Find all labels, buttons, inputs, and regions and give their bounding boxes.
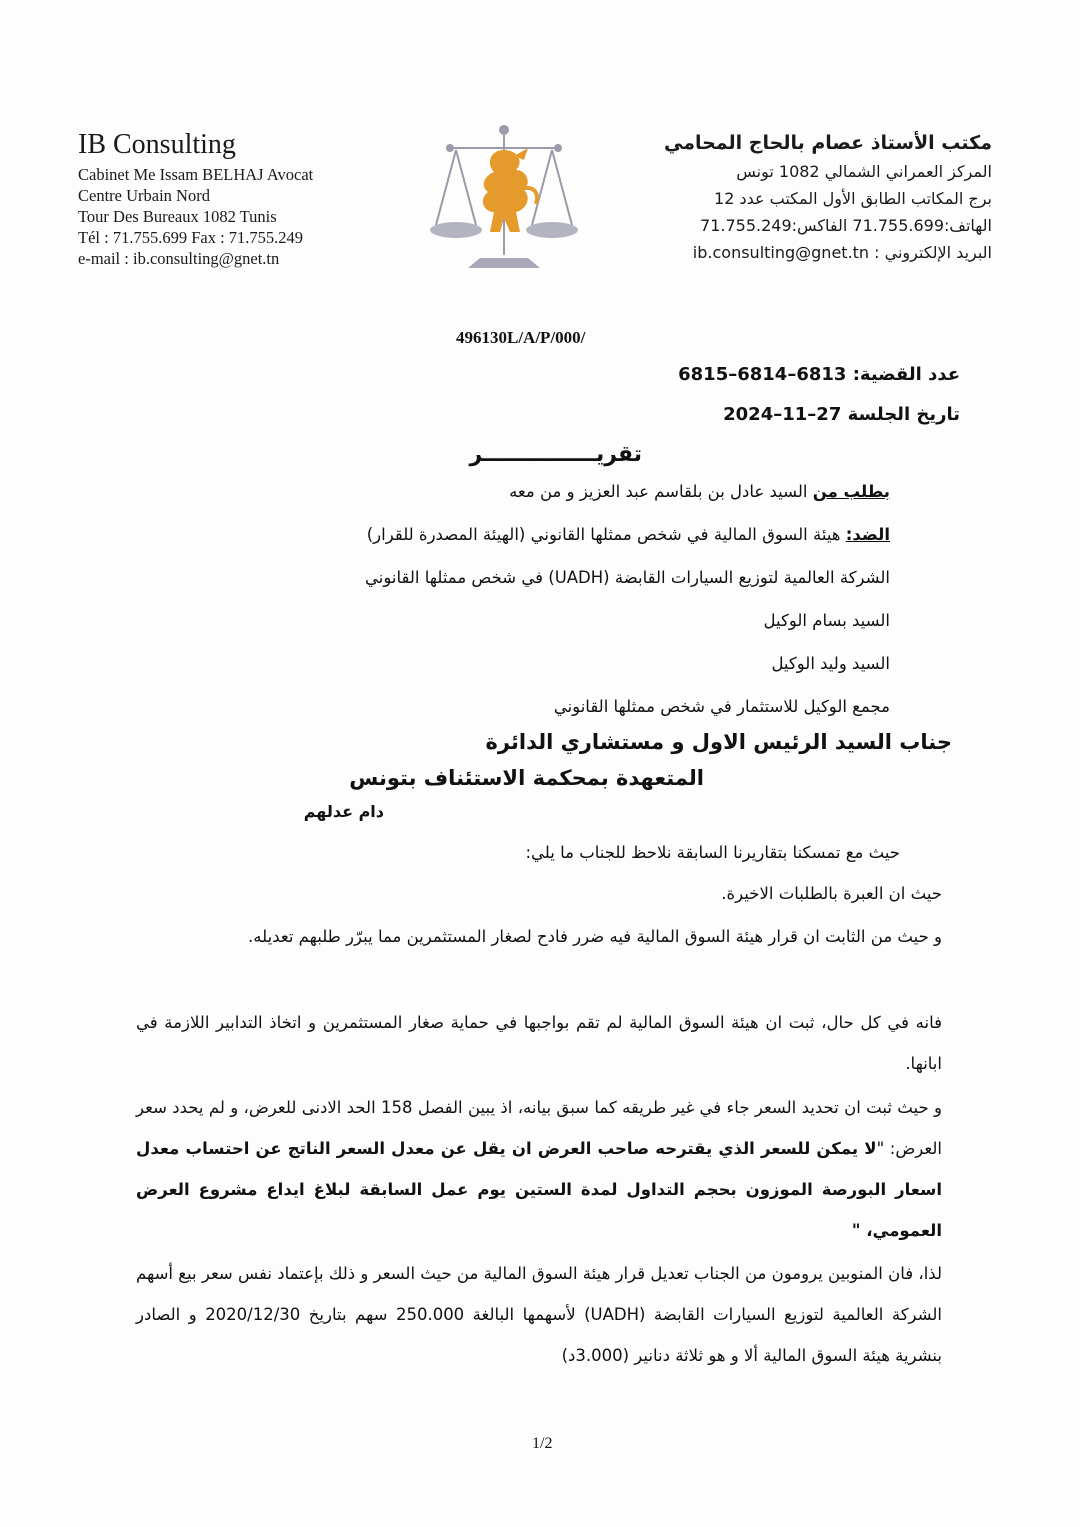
address-line-ar-2: برج المكاتب الطابق الأول المكتب عدد 12 [714, 189, 992, 208]
respondent-2: الشركة العالمية لتوزيع السيارات القابضة (UADH) في شخص ممثلها القانوني [365, 568, 890, 587]
reference-number: 496130L/A/P/000/ [456, 328, 586, 347]
paragraph-4: فانه في كل حال، ثبت ان هيئة السوق المالية لم تقم بواجبها في حماية صغار المستثمرين و اتخاذ التدابير اللازمة في ابانها. [136, 1013, 942, 1073]
letterhead-right [652, 128, 992, 266]
addressee-line-1: جناب السيد الرئيس الاول و مستشاري الدائرة [485, 730, 952, 754]
address-line-2: Tour Des Bureaux 1082 Tunis [78, 207, 277, 226]
case-number: عدد القضية: 6813–6814–6815 [678, 364, 960, 385]
paragraph-5-lead: و حيث ثبت ان تحديد السعر جاء في غير طريقه كما سبق بيانه، اذ يبين الفصل 158 الحد الادنى للعرض، و لم يحدد سعر العرض: " [136, 1098, 942, 1158]
email-ar: البريد الإلكتروني : ib.consulting@gnet.tn [692, 243, 992, 262]
address-line-ar-1: المركز العمراني الشمالي 1082 تونس [736, 162, 992, 181]
firm-title-ar: مكتب الأستاذ عصام بالحاج المحامي [663, 132, 992, 154]
respondent-4: السيد وليد الوكيل [771, 654, 890, 673]
session-date: تاريخ الجلسة 27–11–2024 [723, 404, 960, 425]
addressee-line-3: دام عدلهم [303, 802, 384, 821]
paragraph-3: و حيث من الثابت ان قرار هيئة السوق المالية فيه ضرر فادح لصغار المستثمرين مما يبرّر طلبهم تعديله. [248, 927, 942, 946]
respondent-label: الضد: [845, 525, 890, 544]
respondent-line-1 [367, 525, 890, 544]
addressee-line-2: المتعهدة بمحكمة الاستئناف بتونس [349, 766, 704, 790]
address-line-1: Centre Urbain Nord [78, 186, 210, 205]
respondent-1: هيئة السوق المالية في شخص ممثلها القانوني (الهيئة المصدرة للقرار) [366, 525, 846, 544]
firm-name-line: Cabinet Me Issam BELHAJ Avocat [78, 165, 314, 184]
document-title: تقريـــــــــــــــر [469, 442, 642, 467]
respondent-3: السيد بسام الوكيل [763, 611, 890, 630]
letterhead-left [78, 128, 408, 269]
applicant-label: بطلب من [812, 482, 890, 501]
applicant-line [509, 482, 890, 501]
firm-brand: IB Consulting [78, 129, 236, 160]
paragraph-5 [136, 1087, 942, 1251]
paragraph-2: حيث ان العبرة بالطلبات الاخيرة. [721, 884, 942, 903]
respondent-5: مجمع الوكيل للاستثمار في شخص ممثلها القانوني [553, 697, 890, 716]
page-number: 1/2 [532, 1435, 553, 1452]
email-line: e-mail : ib.consulting@gnet.tn [78, 249, 280, 268]
paragraph-6: لذا، فان المنوبين يرومون من الجناب تعديل قرار هيئة السوق المالية من حيث السعر و ذلك بإعتماد نفس سعر بيع أسهم الشركة العالمية لتوزيع السيارات القابضة (UADH) لأسهمها البالغة 250.000 سهم بتاريخ 2020/12/30 و الصادر بنشرية هيئة السوق المالية ألا و هو ثلاثة دنانير (3.000د) [136, 1264, 942, 1365]
paragraph-1: حيث مع تمسكنا بتقاريرنا السابقة نلاحظ للجناب ما يلي: [525, 843, 900, 862]
paragraph-5-quote: لا يمكن للسعر الذي يقترحه صاحب العرض ان يقل عن معدل السعر الناتج عن احتساب معدل اسعار البورصة الموزون بحجم التداول لمدة الستين يوم عمل السابقة لبلاغ ايداع مشروع العرض العمومي، " [136, 1139, 942, 1240]
phone-fax-ar: الهاتف:71.755.699 الفاكس:71.755.249 [700, 216, 992, 235]
scales-lion-logo [428, 120, 580, 275]
phone-fax-line: Tél : 71.755.699 Fax : 71.755.249 [78, 228, 304, 247]
applicant-name: السيد عادل بن بلقاسم عبد العزيز و من معه [509, 482, 813, 501]
